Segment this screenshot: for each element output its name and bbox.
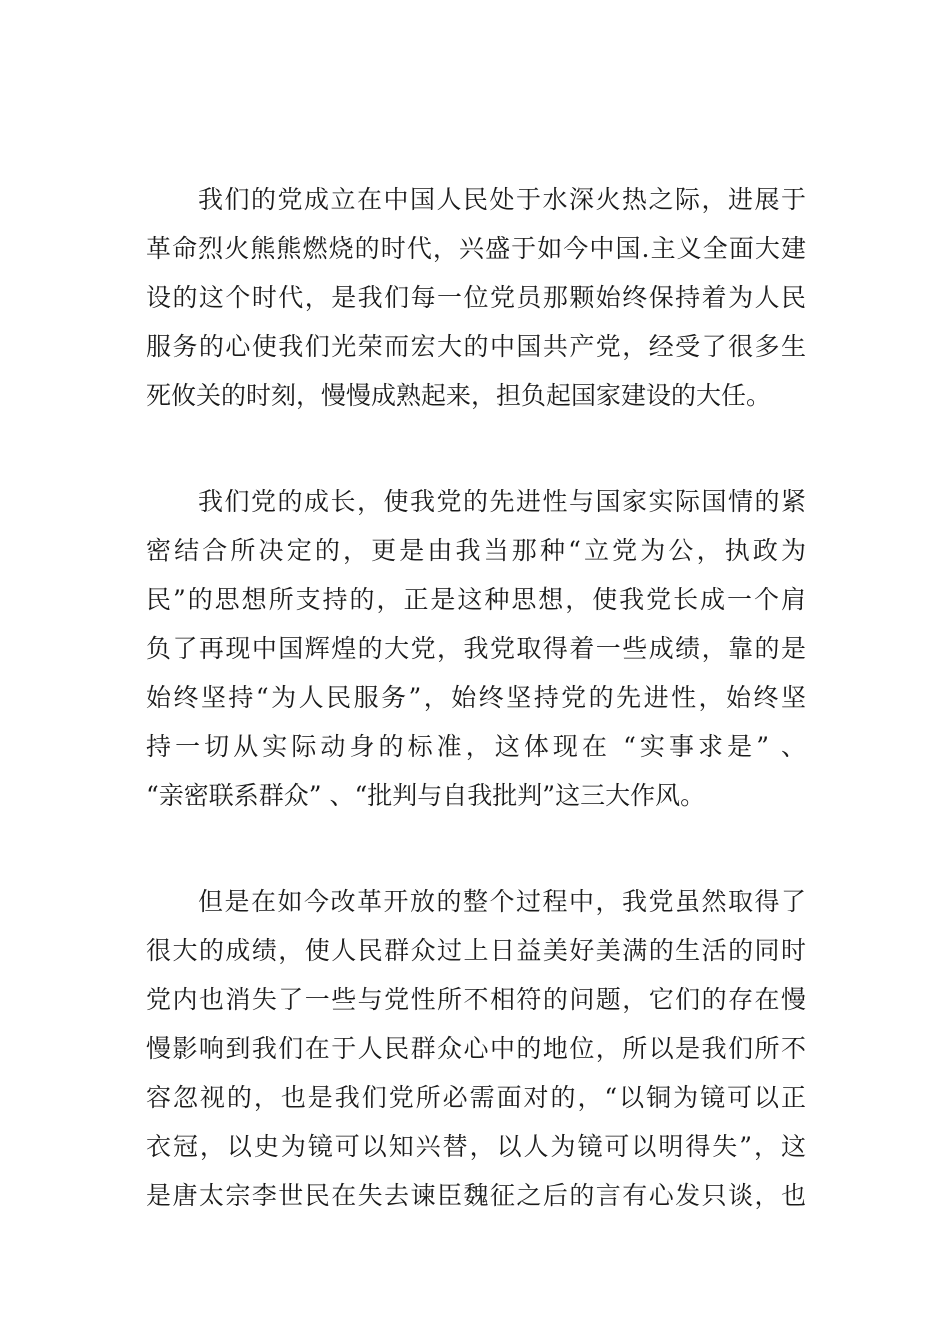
paragraph-line: 革命烈火熊熊燃烧的时代，兴盛于如今中国.主义全面大建 <box>146 234 806 263</box>
paragraph-line: 持一切从实际动身的标准，这体现在 “实事求是” 、 <box>146 732 806 761</box>
paragraph-line: 衣冠，以史为镜可以知兴替，以人为镜可以明得失”，这 <box>146 1132 806 1161</box>
paragraph-line: 但是在如今改革开放的整个过程中，我党虽然取得了 <box>198 887 806 916</box>
paragraph-line: 慢影响到我们在于人民群众心中的地位，所以是我们所不 <box>146 1034 806 1063</box>
paragraph-line: 很大的成绩，使人民群众过上日益美好美满的生活的同时 <box>146 936 806 965</box>
paragraph-line: 我们党的成长，使我党的先进性与国家实际国情的紧 <box>198 487 806 516</box>
paragraph-1 <box>146 175 806 420</box>
paragraph-line: 设的这个时代，是我们每一位党员那颗始终保持着为人民 <box>146 283 806 312</box>
paragraph-line: 是唐太宗李世民在失去谏臣魏征之后的言有心发只谈，也 <box>146 1181 806 1210</box>
paragraph-line: 负了再现中国辉煌的大党，我党取得着一些成绩，靠的是 <box>146 634 806 663</box>
paragraph-line: 民”的思想所支持的，正是这种思想，使我党长成一个肩 <box>146 585 806 614</box>
paragraph-line: 容忽视的，也是我们党所必需面对的，“以铜为镜可以正 <box>146 1083 806 1112</box>
paragraph-3 <box>146 877 806 1220</box>
paragraph-2 <box>146 477 806 820</box>
paragraph-line: “亲密联系群众” 、“批判与自我批判”这三大作风。 <box>146 781 706 810</box>
paragraph-line: 死攸关的时刻，慢慢成熟起来，担负起国家建设的大任。 <box>146 381 772 410</box>
paragraph-line: 党内也消失了一些与党性所不相符的问题，它们的存在慢 <box>146 985 806 1014</box>
paragraph-line: 我们的党成立在中国人民处于水深火热之际，进展于 <box>198 185 806 214</box>
paragraph-line: 始终坚持“为人民服务”，始终坚持党的先进性，始终坚 <box>146 683 806 712</box>
paragraph-line: 服务的心使我们光荣而宏大的中国共产党，经受了很多生 <box>146 332 806 361</box>
paragraph-line: 密结合所决定的，更是由我当那种“立党为公，执政为 <box>146 536 806 565</box>
